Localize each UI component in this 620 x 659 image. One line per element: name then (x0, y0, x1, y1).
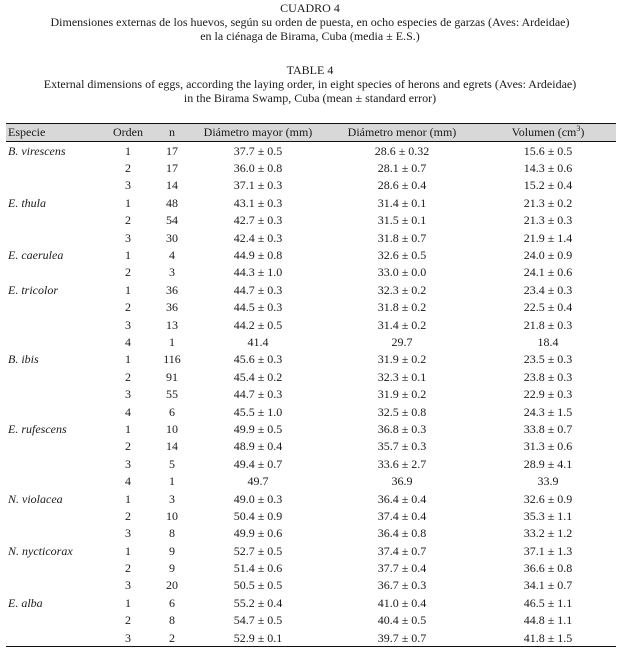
cell-volumen: 32.6 ± 0.9 (523, 491, 573, 506)
cell-species (6, 368, 104, 385)
cell-volumen: 37.1 ± 1.3 (523, 543, 573, 558)
cell-n: 91 (166, 369, 178, 384)
cell-diametro-mayor: 49.0 ± 0.3 (233, 491, 283, 506)
table-row (6, 472, 616, 489)
table-row (6, 629, 616, 647)
cell-orden: 4 (125, 474, 131, 489)
header-volumen-exponent: 3 (576, 124, 581, 133)
cell-species (6, 629, 104, 647)
cell-diametro-menor: 32.6 ± 0.5 (377, 248, 427, 263)
cell-n: 116 (163, 352, 181, 367)
cell-diametro-menor: 32.3 ± 0.2 (377, 282, 427, 297)
cell-volumen: 22.9 ± 0.3 (523, 387, 573, 402)
table-body (6, 142, 616, 647)
cell-diametro-menor: 32.3 ± 0.1 (377, 369, 427, 384)
cell-diametro-mayor: 48.9 ± 0.4 (233, 439, 283, 454)
table-row (6, 177, 616, 194)
cell-orden: 2 (125, 300, 131, 315)
cell-volumen: 24.1 ± 0.6 (523, 265, 573, 280)
table-row (6, 281, 616, 298)
cell-species (6, 559, 104, 576)
cell-n: 4 (169, 248, 175, 263)
cell-diametro-mayor: 45.4 ± 0.2 (233, 369, 283, 384)
cell-diametro-mayor: 37.1 ± 0.3 (233, 178, 283, 193)
cell-n: 8 (169, 526, 175, 541)
cell-n: 17 (166, 161, 178, 176)
cell-orden: 1 (125, 143, 131, 158)
cell-n: 9 (169, 561, 175, 576)
caption-en-label: TABLE 4 (286, 63, 334, 77)
cell-species (6, 438, 104, 455)
cell-diametro-mayor: 37.7 ± 0.5 (233, 143, 283, 158)
cell-species (6, 612, 104, 629)
cell-orden: 1 (125, 248, 131, 263)
cell-diametro-mayor: 36.0 ± 0.8 (233, 161, 283, 176)
cell-orden: 3 (125, 178, 131, 193)
cell-diametro-menor: 32.5 ± 0.8 (377, 404, 427, 419)
cell-diametro-mayor: 55.2 ± 0.4 (233, 595, 283, 610)
caption-es-line2: en la ciénaga de Birama, Cuba (media ± E.S.) (200, 29, 420, 43)
caption-es-line1: Dimensiones externas de los huevos, según su orden de puesta, en ocho especies de garzas (Aves: Ardeidae) (50, 15, 570, 29)
table-row (6, 316, 616, 333)
table-row (6, 559, 616, 576)
cell-n: 36 (166, 282, 178, 297)
cell-diametro-menor: 29.7 (391, 334, 413, 349)
table-header-row (6, 124, 616, 142)
cell-diametro-menor: 31.4 ± 0.2 (377, 317, 427, 332)
cell-n: 20 (166, 578, 178, 593)
cell-orden: 2 (125, 161, 131, 176)
cell-volumen: 44.8 ± 1.1 (523, 613, 573, 628)
cell-volumen: 21.9 ± 1.4 (523, 230, 573, 245)
caption-en-line1: External dimensions of eggs, according the laying order, in eight species of herons and egrets (Aves: Ardeidae) (43, 77, 577, 91)
cell-n: 1 (169, 334, 175, 349)
cell-orden: 2 (125, 561, 131, 576)
cell-diametro-menor: 28.6 ± 0.32 (374, 143, 430, 158)
cell-diametro-menor: 40.4 ± 0.5 (377, 613, 427, 628)
table-row (6, 612, 616, 629)
header-volumen-text: Volumen (cm (511, 125, 577, 139)
cell-species (6, 229, 104, 246)
cell-diametro-mayor: 45.6 ± 0.3 (233, 352, 283, 367)
cell-species (6, 212, 104, 229)
egg-dimensions-table (6, 123, 616, 647)
cell-volumen: 18.4 (537, 334, 559, 349)
cell-diametro-menor: 31.4 ± 0.1 (377, 195, 427, 210)
cell-species: E. caerulea (8, 248, 64, 263)
cell-diametro-menor: 33.6 ± 2.7 (377, 456, 427, 471)
cell-n: 3 (169, 491, 175, 506)
cell-orden: 2 (125, 369, 131, 384)
cell-volumen: 35.3 ± 1.1 (523, 508, 573, 523)
cell-diametro-menor: 36.9 (391, 474, 413, 489)
cell-diametro-mayor: 41.4 (247, 334, 269, 349)
cell-volumen: 21.3 ± 0.3 (523, 213, 573, 228)
cell-diametro-mayor: 54.7 ± 0.5 (233, 613, 283, 628)
cell-diametro-mayor: 52.7 ± 0.5 (233, 543, 283, 558)
cell-diametro-mayor: 45.5 ± 1.0 (233, 404, 283, 419)
cell-diametro-menor: 36.4 ± 0.8 (377, 526, 427, 541)
header-orden: Orden (104, 124, 152, 142)
table-row (6, 403, 616, 420)
table-row (6, 420, 616, 437)
cell-species (6, 385, 104, 402)
cell-n: 5 (169, 456, 175, 471)
cell-volumen: 23.4 ± 0.3 (523, 282, 573, 297)
table-row (6, 594, 616, 611)
cell-volumen: 41.8 ± 1.5 (480, 629, 616, 647)
header-volumen (480, 124, 616, 142)
cell-orden: 3 (125, 317, 131, 332)
cell-diametro-mayor: 44.3 ± 1.0 (233, 265, 283, 280)
cell-species (6, 316, 104, 333)
cell-diametro-mayor: 49.4 ± 0.7 (233, 456, 283, 471)
cell-n: 3 (169, 265, 175, 280)
cell-species (6, 403, 104, 420)
table-row (6, 246, 616, 263)
cell-species (6, 472, 104, 489)
cell-species (6, 525, 104, 542)
cell-diametro-menor: 41.0 ± 0.4 (377, 595, 427, 610)
cell-n: 6 (169, 404, 175, 419)
cell-diametro-mayor: 50.5 ± 0.5 (233, 578, 283, 593)
cell-volumen: 34.1 ± 0.7 (523, 578, 573, 593)
cell-volumen: 24.3 ± 1.5 (523, 404, 573, 419)
table-row (6, 525, 616, 542)
cell-orden: 4 (125, 404, 131, 419)
cell-orden: 1 (125, 421, 131, 436)
cell-species (6, 299, 104, 316)
cell-volumen: 24.0 ± 0.9 (523, 248, 573, 263)
cell-n: 36 (166, 300, 178, 315)
cell-volumen: 21.8 ± 0.3 (523, 317, 573, 332)
cell-species (6, 159, 104, 176)
cell-n: 10 (166, 421, 178, 436)
cell-diametro-menor: 37.4 ± 0.7 (377, 543, 427, 558)
cell-species: E. alba (8, 595, 43, 610)
table-row (6, 159, 616, 176)
cell-orden: 3 (125, 230, 131, 245)
header-volumen-close: ) (580, 125, 585, 139)
cell-volumen: 23.5 ± 0.3 (523, 352, 573, 367)
cell-diametro-menor: 37.7 ± 0.4 (377, 561, 427, 576)
cell-n: 8 (169, 613, 175, 628)
cell-diametro-mayor: 50.4 ± 0.9 (233, 508, 283, 523)
cell-orden: 3 (125, 456, 131, 471)
cell-n: 30 (166, 230, 178, 245)
header-diametro-menor: Diámetro menor (mm) (324, 124, 480, 142)
table-row (6, 333, 616, 350)
table-row (6, 507, 616, 524)
cell-orden: 1 (125, 195, 131, 210)
cell-n: 48 (166, 195, 178, 210)
cell-orden: 1 (125, 282, 131, 297)
cell-n: 10 (166, 508, 178, 523)
cell-orden: 2 (125, 265, 131, 280)
cell-volumen: 28.9 ± 4.1 (523, 456, 573, 471)
cell-orden: 1 (125, 491, 131, 506)
cell-n: 14 (166, 439, 178, 454)
cell-orden: 2 (125, 213, 131, 228)
cell-species: B. virescens (8, 143, 66, 158)
cell-orden: 3 (125, 387, 131, 402)
cell-orden: 2 (125, 508, 131, 523)
cell-volumen: 33.8 ± 0.7 (523, 421, 573, 436)
cell-orden: 2 (125, 439, 131, 454)
table-row (6, 299, 616, 316)
header-especie: Especie (6, 124, 104, 142)
header-diametro-mayor: Diámetro mayor (mm) (192, 124, 324, 142)
cell-volumen: 15.6 ± 0.5 (523, 143, 573, 158)
cell-diametro-mayor: 42.7 ± 0.3 (233, 213, 283, 228)
cell-diametro-mayor: 44.9 ± 0.8 (233, 248, 283, 263)
cell-diametro-menor: 35.7 ± 0.3 (377, 439, 427, 454)
cell-n: 55 (166, 387, 178, 402)
cell-n: 13 (166, 317, 178, 332)
cell-n: 54 (166, 213, 178, 228)
table-row (6, 229, 616, 246)
table-row (6, 455, 616, 472)
cell-diametro-mayor: 49.7 (247, 474, 269, 489)
cell-species: B. ibis (8, 352, 39, 367)
cell-diametro-menor: 31.5 ± 0.1 (377, 213, 427, 228)
cell-n: 9 (169, 543, 175, 558)
table-row (6, 542, 616, 559)
caption-en-line2: in the Birama Swamp, Cuba (mean ± standard error) (183, 91, 437, 105)
table-row (6, 212, 616, 229)
cell-volumen: 31.3 ± 0.6 (523, 439, 573, 454)
cell-diametro-mayor: 44.7 ± 0.3 (233, 282, 283, 297)
cell-orden: 2 (125, 613, 131, 628)
cell-diametro-menor: 36.7 ± 0.3 (377, 578, 427, 593)
table-row (6, 368, 616, 385)
cell-diametro-mayor: 44.2 ± 0.5 (233, 317, 283, 332)
cell-diametro-mayor: 52.9 ± 0.1 (192, 629, 324, 647)
cell-diametro-menor: 37.4 ± 0.4 (377, 508, 427, 523)
cell-n: 6 (169, 595, 175, 610)
cell-orden: 4 (125, 334, 131, 349)
cell-orden: 3 (104, 629, 152, 647)
cell-species: N. nycticorax (8, 543, 73, 558)
cell-diametro-mayor: 44.5 ± 0.3 (233, 300, 283, 315)
cell-orden: 3 (125, 526, 131, 541)
cell-n: 17 (166, 143, 178, 158)
table-row (6, 490, 616, 507)
table-row (6, 385, 616, 402)
cell-diametro-menor: 31.9 ± 0.2 (377, 387, 427, 402)
cell-diametro-menor: 31.9 ± 0.2 (377, 352, 427, 367)
table-row (6, 438, 616, 455)
cell-species (6, 177, 104, 194)
cell-diametro-menor: 36.8 ± 0.3 (377, 421, 427, 436)
cell-diametro-mayor: 44.7 ± 0.3 (233, 387, 283, 402)
table-row (6, 264, 616, 281)
cell-volumen: 15.2 ± 0.4 (523, 178, 573, 193)
cell-species: N. violacea (8, 491, 63, 506)
cell-diametro-mayor: 43.1 ± 0.3 (233, 195, 283, 210)
cell-diametro-menor: 39.7 ± 0.7 (324, 629, 480, 647)
cell-diametro-mayor: 42.4 ± 0.3 (233, 230, 283, 245)
cell-species (6, 577, 104, 594)
cell-n: 1 (169, 474, 175, 489)
cell-volumen: 22.5 ± 0.4 (523, 300, 573, 315)
cell-diametro-mayor: 49.9 ± 0.5 (233, 421, 283, 436)
cell-volumen: 21.3 ± 0.2 (523, 195, 573, 210)
cell-diametro-menor: 28.6 ± 0.4 (377, 178, 427, 193)
cell-n: 14 (166, 178, 178, 193)
cell-orden: 1 (125, 543, 131, 558)
caption-es-label: CUADRO 4 (280, 1, 340, 15)
cell-volumen: 46.5 ± 1.1 (523, 595, 573, 610)
cell-volumen: 23.8 ± 0.3 (523, 369, 573, 384)
cell-species (6, 333, 104, 350)
cell-n: 2 (152, 629, 192, 647)
cell-species (6, 507, 104, 524)
table-row (6, 194, 616, 211)
cell-species (6, 455, 104, 472)
cell-species: E. rufescens (8, 421, 67, 436)
cell-orden: 1 (125, 595, 131, 610)
table-row (6, 142, 616, 160)
cell-diametro-menor: 33.0 ± 0.0 (377, 265, 427, 280)
table-row (6, 577, 616, 594)
cell-diametro-mayor: 51.4 ± 0.6 (233, 561, 283, 576)
cell-orden: 1 (125, 352, 131, 367)
cell-volumen: 33.9 (537, 474, 559, 489)
cell-species: E. thula (8, 195, 46, 210)
cell-species: E. tricolor (8, 282, 58, 297)
cell-species (6, 264, 104, 281)
cell-volumen: 36.6 ± 0.8 (523, 561, 573, 576)
cell-diametro-menor: 36.4 ± 0.4 (377, 491, 427, 506)
header-n: n (152, 124, 192, 142)
cell-volumen: 33.2 ± 1.2 (523, 526, 573, 541)
cell-diametro-menor: 31.8 ± 0.7 (377, 230, 427, 245)
cell-orden: 3 (125, 578, 131, 593)
cell-volumen: 14.3 ± 0.6 (523, 161, 573, 176)
cell-diametro-menor: 31.8 ± 0.2 (377, 300, 427, 315)
cell-diametro-menor: 28.1 ± 0.7 (377, 161, 427, 176)
cell-diametro-mayor: 49.9 ± 0.6 (233, 526, 283, 541)
table-row (6, 351, 616, 368)
